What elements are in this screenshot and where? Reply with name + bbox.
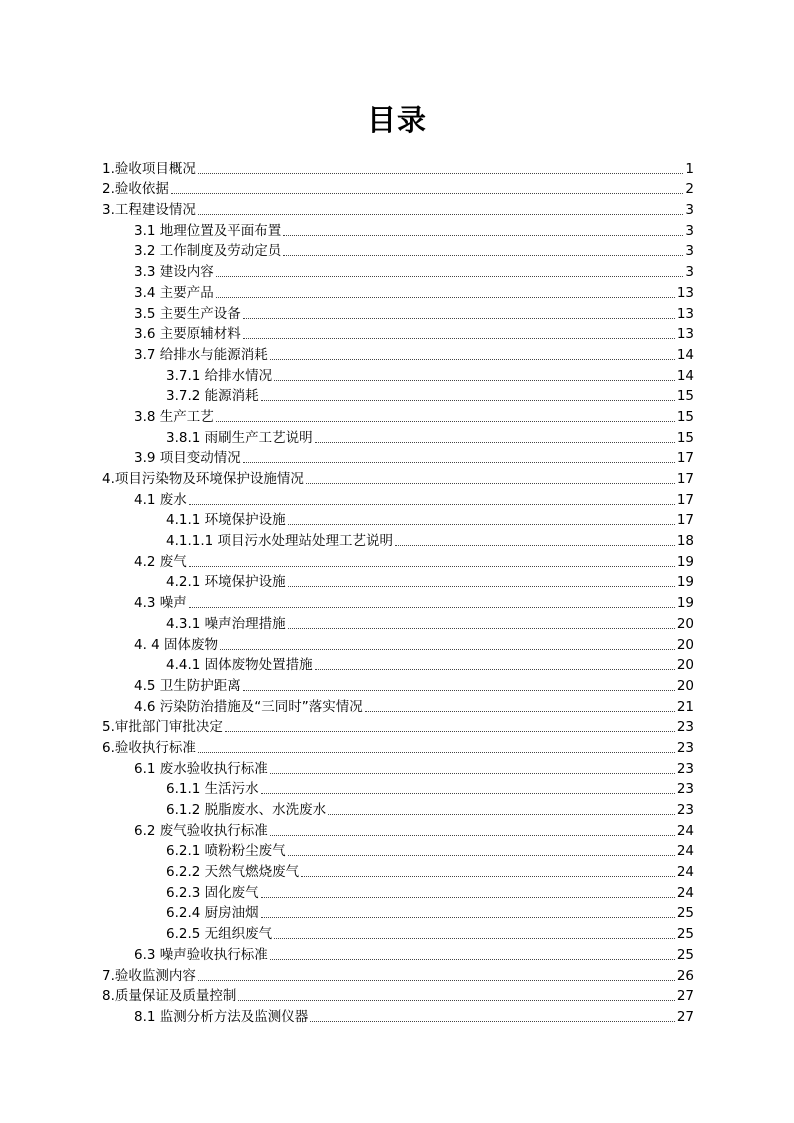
toc-entry[interactable]	[102, 756, 694, 777]
toc-entry-title: 4.3 噪声	[134, 595, 187, 612]
dot-leader	[225, 730, 675, 732]
toc-entry[interactable]	[102, 322, 694, 343]
toc-entry[interactable]	[102, 280, 694, 301]
dot-leader	[261, 916, 675, 918]
toc-entry-title: 6.2.3 固化废气	[166, 884, 259, 901]
toc-entry-title: 3.1 地理位置及平面布置	[134, 222, 282, 239]
toc-entry-page-number: 24	[676, 822, 694, 839]
toc-entry-title: 8.质量保证及质量控制	[102, 988, 237, 1005]
toc-entry[interactable]	[102, 901, 694, 922]
toc-entry-title: 3.7.1 给排水情况	[166, 367, 273, 384]
dot-leader	[261, 792, 675, 794]
toc-entry[interactable]	[102, 942, 694, 963]
toc-entry-title: 6.3 噪声验收执行标准	[134, 946, 268, 963]
dot-leader	[216, 296, 675, 298]
toc-entry[interactable]	[102, 797, 694, 818]
dot-leader	[274, 937, 675, 939]
toc-entry[interactable]	[102, 487, 694, 508]
toc-entry-title: 2.验收依据	[102, 181, 169, 198]
toc-entry-page-number: 13	[676, 305, 694, 322]
toc-entry-title: 6.1.2 脱脂废水、水洗废水	[166, 802, 327, 818]
dot-leader	[270, 358, 675, 360]
toc-entry-page-number: 27	[676, 988, 694, 1005]
toc-entry-title: 6.验收执行标准	[102, 739, 196, 756]
dot-leader	[189, 565, 675, 567]
toc-entry-title: 4.1 废水	[134, 491, 187, 508]
toc-entry-title: 6.2.5 无组织废气	[166, 926, 273, 943]
toc-entry-page-number: 23	[676, 719, 694, 736]
toc-entry[interactable]	[102, 694, 694, 715]
toc-entry-title: 4.1.1 环境保护设施	[166, 512, 286, 529]
toc-entry[interactable]	[102, 528, 694, 549]
toc-entry-title: 3.工程建设情况	[102, 202, 196, 219]
toc-entry-title: 8.1 监测分析方法及监测仪器	[134, 1008, 309, 1025]
toc-entry-page-number: 17	[676, 450, 694, 467]
toc-entry-title: 5.审批部门审批决定	[102, 719, 223, 736]
toc-entry-page-number: 13	[676, 284, 694, 301]
toc-entry-page-number: 19	[676, 553, 694, 570]
toc-entry-page-number: 20	[676, 615, 694, 632]
toc-entry-page-number: 3	[685, 264, 694, 281]
toc-entry[interactable]	[102, 839, 694, 860]
toc-entry[interactable]	[102, 384, 694, 405]
toc-entry[interactable]	[102, 259, 694, 280]
toc-entry-title: 6.2.4 厨房油烟	[166, 905, 259, 922]
toc-entry[interactable]	[102, 921, 694, 942]
dot-leader	[189, 606, 675, 608]
toc-entry-title: 6.1.1 生活污水	[166, 781, 259, 798]
dot-leader	[216, 420, 675, 422]
toc-entry-page-number: 24	[676, 843, 694, 860]
toc-entry-title: 3.8 生产工艺	[134, 408, 214, 425]
dot-leader	[288, 523, 675, 525]
toc-entry-title: 3.6 主要原辅材料	[134, 326, 241, 343]
dot-leader	[216, 275, 684, 277]
toc-entry-page-number: 25	[676, 946, 694, 963]
dot-leader	[301, 875, 675, 877]
toc-entry-title: 3.4 主要产品	[134, 284, 214, 301]
toc-entry-title: 4.4.1 固体废物处置措施	[166, 657, 313, 674]
toc-entry-title: 3.2 工作制度及劳动定员	[134, 243, 282, 260]
toc-entry-page-number: 24	[676, 864, 694, 881]
toc-entry[interactable]	[102, 342, 694, 363]
toc-entry-page-number: 21	[676, 698, 694, 715]
dot-leader	[310, 1020, 675, 1022]
toc-entry-page-number: 25	[676, 905, 694, 922]
toc-entry-title: 4.6 污染防治措施及“三同时”落实情况	[134, 698, 363, 715]
toc-entry[interactable]	[102, 735, 694, 756]
dot-leader	[288, 585, 675, 587]
toc-entry-title: 3.7.2 能源消耗	[166, 388, 259, 405]
toc-entry-page-number: 15	[676, 429, 694, 446]
toc-entry-page-number: 1	[685, 160, 694, 177]
toc-entry[interactable]	[102, 653, 694, 674]
dot-leader	[283, 254, 683, 256]
toc-entry-page-number: 23	[676, 760, 694, 777]
toc-entry[interactable]	[102, 673, 694, 694]
toc-entry-page-number: 26	[676, 967, 694, 984]
toc-entry-title: 4.2.1 环境保护设施	[166, 574, 286, 591]
dot-leader	[306, 482, 675, 484]
toc-entry[interactable]	[102, 425, 694, 446]
toc-entry-title: 4.5 卫生防护距离	[134, 677, 241, 694]
toc-entry-page-number: 23	[676, 802, 694, 818]
toc-entry-title: 3.5 主要生产设备	[134, 305, 241, 322]
toc-entry-title: 4.1.1.1 项目污水处理站处理工艺说明	[166, 533, 394, 550]
toc-entry[interactable]	[102, 880, 694, 901]
toc-entry-page-number: 13	[676, 326, 694, 343]
toc-entry[interactable]	[102, 218, 694, 239]
toc-entry[interactable]	[102, 984, 694, 1005]
toc-entry[interactable]	[102, 508, 694, 529]
toc-entry-page-number: 17	[676, 471, 694, 487]
toc-entry[interactable]	[102, 1004, 694, 1025]
toc-entry[interactable]	[102, 404, 694, 425]
toc-entry-page-number: 17	[676, 491, 694, 508]
dot-leader	[243, 461, 675, 463]
page-title: 目录	[366, 103, 427, 137]
toc-entry-page-number: 19	[676, 595, 694, 612]
toc-entry-title: 6.2 废气验收执行标准	[134, 822, 268, 839]
toc-entry-page-number: 14	[676, 367, 694, 384]
dot-leader	[270, 958, 675, 960]
toc-entry-page-number: 15	[676, 388, 694, 405]
dot-leader	[243, 689, 675, 691]
toc-entry[interactable]	[102, 632, 694, 653]
toc-entry-title: 4.项目污染物及环境保护设施情况	[102, 471, 304, 487]
dot-leader	[243, 337, 675, 339]
dot-leader	[283, 234, 683, 236]
toc-entry[interactable]	[102, 549, 694, 570]
dot-leader	[198, 751, 675, 753]
toc-entry-page-number: 18	[676, 533, 694, 550]
toc-entry-title: 4.3.1 噪声治理措施	[166, 615, 286, 632]
dot-leader	[198, 172, 684, 174]
toc-entry-title: 4.2 废气	[134, 553, 187, 570]
toc-entry[interactable]	[102, 859, 694, 880]
toc-entry-page-number: 20	[676, 636, 694, 653]
toc-entry-page-number: 14	[676, 346, 694, 363]
toc-entry-title: 3.3 建设内容	[134, 264, 214, 281]
dot-leader	[365, 710, 675, 712]
dot-leader	[288, 854, 675, 856]
dot-leader	[243, 317, 675, 319]
toc-entry-page-number: 24	[676, 884, 694, 901]
toc-entry[interactable]	[102, 466, 694, 487]
dot-leader	[171, 192, 684, 194]
dot-leader	[220, 648, 675, 650]
toc-entry[interactable]	[102, 715, 694, 736]
dot-leader	[288, 627, 675, 629]
dot-leader	[198, 213, 684, 215]
dot-leader	[261, 399, 675, 401]
toc-entry-page-number: 3	[685, 202, 694, 219]
toc-entry-title: 4. 4 固体废物	[134, 636, 219, 653]
dot-leader	[315, 441, 675, 443]
toc-entry-page-number: 3	[685, 243, 694, 260]
dot-leader	[274, 379, 675, 381]
toc-entry[interactable]	[102, 301, 694, 322]
toc-entry-page-number: 27	[676, 1008, 694, 1025]
toc-entry-title: 6.2.1 喷粉粉尘废气	[166, 843, 286, 860]
toc-entry[interactable]	[102, 777, 694, 798]
toc-entry[interactable]	[102, 197, 694, 218]
toc-entry[interactable]	[102, 446, 694, 467]
toc-entry-page-number: 3	[685, 222, 694, 239]
toc-entry-title: 1.验收项目概况	[102, 160, 196, 177]
dot-leader	[189, 503, 675, 505]
toc-entry[interactable]	[102, 239, 694, 260]
toc-entry-title: 7.验收监测内容	[102, 967, 196, 984]
toc-entry-page-number: 23	[676, 739, 694, 756]
toc-entry-page-number: 2	[685, 181, 694, 198]
dot-leader	[328, 813, 675, 815]
dot-leader	[315, 668, 675, 670]
toc-entry-page-number: 25	[676, 926, 694, 943]
toc-entry-title: 3.8.1 雨刷生产工艺说明	[166, 429, 313, 446]
dot-leader	[198, 979, 675, 981]
toc-entry-page-number: 15	[676, 408, 694, 425]
toc-entry-title: 3.7 给排水与能源消耗	[134, 346, 268, 363]
toc-entry[interactable]	[102, 570, 694, 591]
toc-entry-page-number: 20	[676, 657, 694, 674]
dot-leader	[261, 896, 675, 898]
table-of-contents	[102, 156, 694, 1025]
toc-entry[interactable]	[102, 177, 694, 198]
toc-entry[interactable]	[102, 156, 694, 177]
toc-entry-page-number: 20	[676, 677, 694, 694]
toc-entry-page-number: 17	[676, 512, 694, 529]
toc-entry-page-number: 19	[676, 574, 694, 591]
toc-entry-title: 6.2.2 天然气燃烧废气	[166, 864, 300, 881]
toc-entry[interactable]	[102, 363, 694, 384]
toc-entry-title: 3.9 项目变动情况	[134, 450, 241, 467]
toc-entry[interactable]	[102, 611, 694, 632]
toc-entry-title: 6.1 废水验收执行标准	[134, 760, 268, 777]
dot-leader	[270, 772, 675, 774]
toc-entry[interactable]	[102, 818, 694, 839]
dot-leader	[270, 834, 675, 836]
dot-leader	[238, 999, 674, 1001]
toc-entry[interactable]	[102, 590, 694, 611]
toc-entry-page-number: 23	[676, 781, 694, 798]
dot-leader	[395, 544, 675, 546]
toc-entry[interactable]	[102, 963, 694, 984]
